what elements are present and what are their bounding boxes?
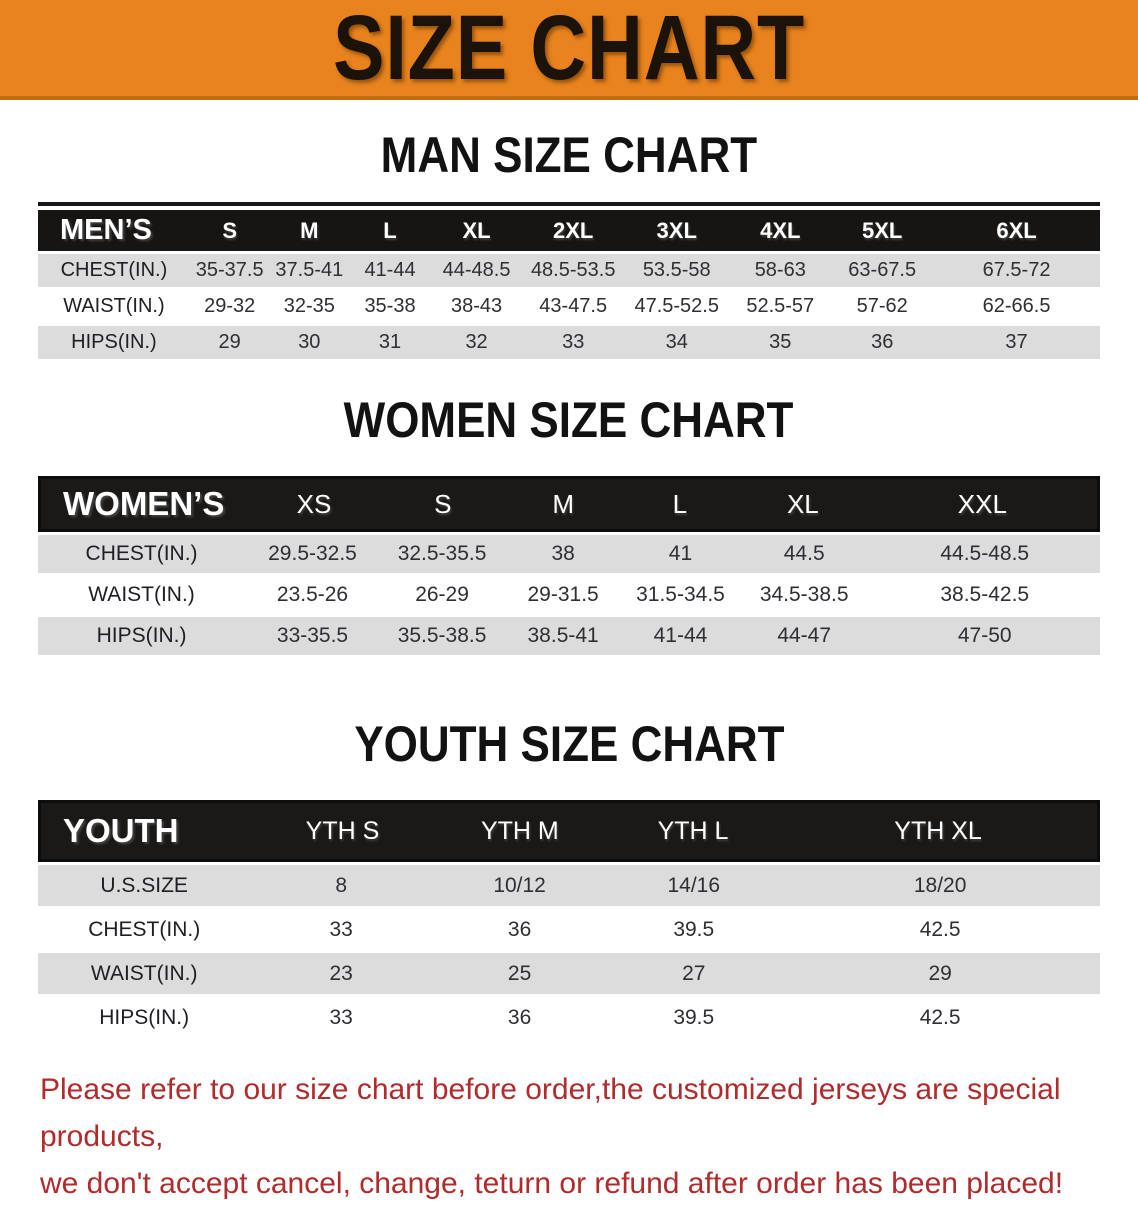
- row-label: WAIST(IN.): [88, 583, 195, 606]
- table-row: [38, 326, 1100, 359]
- column-header: YTH XL: [894, 816, 982, 845]
- column-header: 2XL: [553, 217, 594, 243]
- table-row: [38, 535, 1100, 573]
- table-cell: 48.5-53.5: [530, 259, 616, 281]
- column-header: 6XL: [996, 217, 1037, 243]
- table-cell: 25: [507, 961, 532, 985]
- table-cell: 38: [551, 542, 575, 565]
- table-cell: 37.5-41: [275, 259, 344, 281]
- table-cell: 35-38: [364, 295, 416, 317]
- table-cell: 34.5-38.5: [759, 583, 849, 606]
- table-cell: 29: [928, 961, 952, 985]
- table-row: [38, 617, 1100, 655]
- man-section-heading: [0, 126, 1138, 184]
- table-cell: 63-67.5: [848, 259, 917, 281]
- table-row: [38, 865, 1100, 906]
- table-row: [38, 997, 1100, 1038]
- table-top-rule: [38, 202, 1100, 206]
- table-header-row: [38, 800, 1100, 862]
- table-cell: 67.5-72: [982, 259, 1051, 281]
- table-cell: 35.5-38.5: [397, 624, 487, 647]
- table-cell: 39.5: [673, 1005, 715, 1029]
- column-header: XS: [296, 488, 332, 519]
- table-cell: 35: [769, 331, 792, 353]
- table-cell: 33: [562, 331, 585, 353]
- youth-size-table: [38, 800, 1100, 1038]
- table-cell: 29-32: [204, 295, 256, 317]
- table-header-label: WOMEN’S: [63, 485, 225, 522]
- women-size-table: [38, 476, 1100, 655]
- table-cell: 52.5-57: [746, 295, 815, 317]
- table-header-row: [38, 476, 1100, 532]
- man-section-heading-text: MAN SIZE CHART: [380, 127, 758, 183]
- table-cell: 29-31.5: [527, 583, 599, 606]
- column-header: L: [383, 217, 397, 243]
- table-row: [38, 254, 1100, 287]
- table-cell: 38.5-42.5: [940, 583, 1030, 606]
- table-cell: 32: [465, 331, 488, 353]
- table-cell: 39.5: [673, 917, 715, 941]
- table-cell: 32-35: [283, 295, 335, 317]
- table-cell: 30: [298, 331, 321, 353]
- table-cell: 58-63: [754, 259, 806, 281]
- row-label: HIPS(IN.): [96, 624, 187, 647]
- column-header: S: [434, 488, 452, 519]
- table-cell: 32.5-35.5: [397, 542, 487, 565]
- table-cell: 23.5-26: [276, 583, 349, 606]
- table-cell: 36: [507, 917, 532, 941]
- column-header: M: [300, 217, 319, 243]
- table-header-label: MEN’S: [60, 214, 152, 246]
- row-label: U.S.SIZE: [100, 873, 188, 897]
- column-header: YTH L: [657, 816, 729, 845]
- column-header: XL: [462, 217, 491, 243]
- row-label: CHEST(IN.): [60, 259, 168, 281]
- table-cell: 36: [507, 1005, 532, 1029]
- column-header: XXL: [957, 488, 1007, 519]
- table-row: [38, 953, 1100, 994]
- table-cell: 44-47: [777, 624, 832, 647]
- table-cell: 14/16: [667, 873, 721, 897]
- table-header-row: [38, 210, 1100, 251]
- table-cell: 41-44: [364, 259, 416, 281]
- table-cell: 33-35.5: [276, 624, 349, 647]
- column-header: 3XL: [656, 217, 697, 243]
- table-cell: 53.5-58: [642, 259, 711, 281]
- row-label: WAIST(IN.): [90, 961, 198, 985]
- table-cell: 27: [682, 961, 706, 985]
- table-cell: 43-47.5: [539, 295, 608, 317]
- table-cell: 62-66.5: [982, 295, 1051, 317]
- table-cell: 8: [335, 873, 348, 897]
- row-label: WAIST(IN.): [63, 295, 165, 317]
- table-cell: 29.5-32.5: [268, 542, 357, 565]
- banner-title: SIZE CHART: [332, 0, 806, 99]
- table-row: [38, 290, 1100, 323]
- table-cell: 33: [329, 1005, 353, 1029]
- table-cell: 57-62: [856, 295, 908, 317]
- table-cell: 31: [378, 331, 402, 353]
- table-cell: 47-50: [957, 624, 1012, 647]
- table-cell: 47.5-52.5: [634, 295, 719, 317]
- men-size-table: [38, 202, 1100, 359]
- youth-section-heading: [0, 715, 1138, 773]
- row-label: HIPS(IN.): [99, 1005, 190, 1029]
- row-label: CHEST(IN.): [88, 917, 201, 941]
- column-header: L: [672, 488, 688, 519]
- table-cell: 37: [1005, 331, 1028, 353]
- row-label: CHEST(IN.): [85, 542, 198, 565]
- column-header: 5XL: [862, 217, 903, 243]
- table-cell: 23: [329, 961, 353, 985]
- row-label: HIPS(IN.): [71, 331, 157, 353]
- disclaimer: [0, 1066, 1138, 1207]
- youth-section-heading-text: YOUTH SIZE CHART: [353, 716, 785, 772]
- women-section-heading-text: WOMEN SIZE CHART: [344, 392, 794, 448]
- table-cell: 33: [329, 917, 353, 941]
- table-cell: 18/20: [913, 873, 967, 897]
- table-cell: 26-29: [415, 583, 469, 606]
- table-cell: 29: [218, 331, 241, 353]
- column-header: YTH M: [480, 816, 559, 845]
- table-cell: 35-37.5: [195, 259, 264, 281]
- table-cell: 44.5-48.5: [940, 542, 1030, 565]
- column-header: M: [552, 488, 574, 519]
- table-cell: 44.5: [783, 542, 825, 565]
- disclaimer-line-2: we don't accept cancel, change, teturn or refund after order has been placed!: [40, 1167, 1064, 1200]
- column-header: YTH S: [305, 816, 380, 845]
- table-cell: 34: [665, 331, 688, 353]
- column-header: 4XL: [760, 217, 801, 243]
- women-section-heading: [0, 391, 1138, 449]
- size-chart-banner: [0, 0, 1138, 100]
- disclaimer-line-1: Please refer to our size chart before order,the customized jerseys are special products,: [40, 1073, 1061, 1153]
- column-header: S: [222, 217, 238, 243]
- column-header: XL: [786, 488, 819, 519]
- table-cell: 38-43: [450, 295, 503, 317]
- table-cell: 31.5-34.5: [636, 583, 725, 606]
- table-cell: 41: [668, 542, 693, 565]
- table-cell: 10/12: [493, 873, 546, 897]
- table-cell: 42.5: [919, 917, 961, 941]
- table-row: [38, 576, 1100, 614]
- table-header-label: YOUTH: [63, 812, 179, 849]
- table-cell: 41-44: [653, 624, 708, 647]
- table-cell: 42.5: [919, 1005, 961, 1029]
- table-cell: 38.5-41: [527, 624, 599, 647]
- table-cell: 44-48.5: [442, 259, 511, 281]
- table-row: [38, 909, 1100, 950]
- table-cell: 36: [871, 331, 894, 353]
